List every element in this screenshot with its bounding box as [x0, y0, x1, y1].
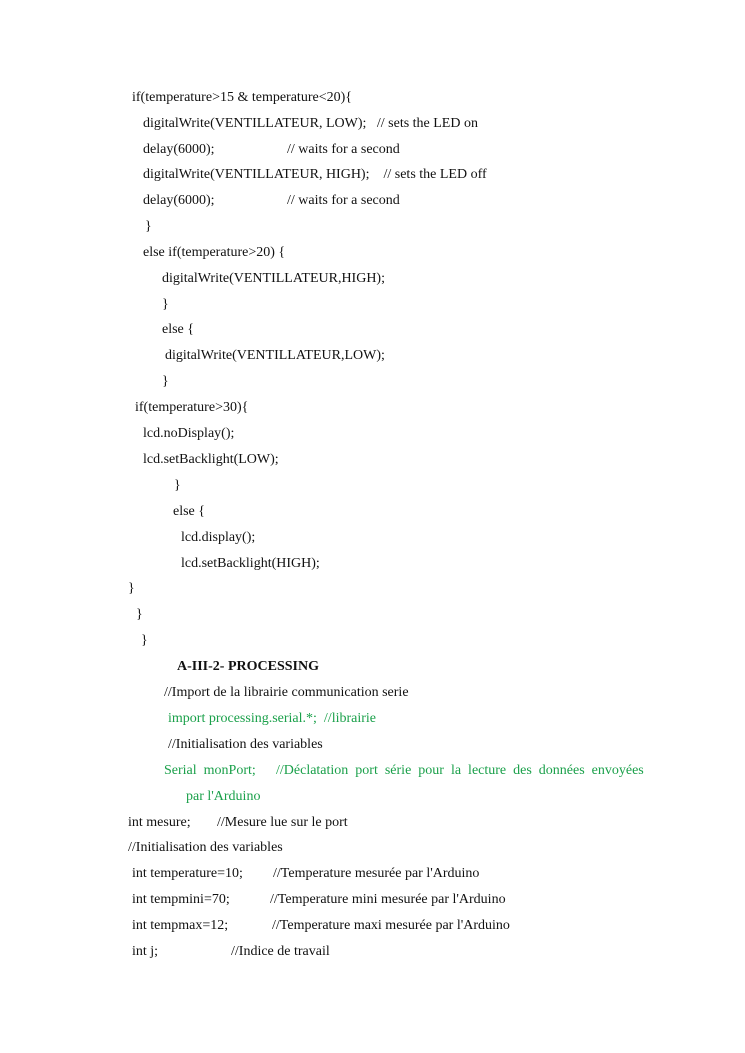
- code-line: else {: [162, 322, 194, 337]
- code-line: else if(temperature>20) {: [143, 245, 286, 260]
- code-comment: //Temperature mesurée par l'Arduino: [273, 866, 480, 881]
- code-line: if(temperature>30){: [135, 400, 249, 415]
- code-line: digitalWrite(VENTILLATEUR,LOW);: [165, 348, 385, 363]
- code-line: lcd.setBacklight(LOW);: [143, 452, 279, 467]
- code-line: }: [141, 633, 148, 648]
- code-line: delay(6000);: [143, 142, 215, 157]
- section-heading: A-III-2- PROCESSING: [177, 659, 319, 674]
- code-line: lcd.display();: [181, 530, 256, 545]
- code-comment: //Indice de travail: [231, 944, 330, 959]
- code-line: digitalWrite(VENTILLATEUR,HIGH);: [162, 271, 385, 286]
- code-line: int mesure;: [128, 815, 191, 830]
- code-comment: //Initialisation des variables: [128, 840, 283, 855]
- code-comment: par l'Arduino: [186, 789, 261, 804]
- code-comment: //Déclatation port série pour la lecture des données envoyées: [276, 763, 644, 778]
- code-line: else {: [173, 504, 205, 519]
- code-line: }: [162, 374, 169, 389]
- code-line: }: [128, 581, 135, 596]
- code-line: int tempmini=70;: [132, 892, 230, 907]
- code-line: }: [174, 478, 181, 493]
- code-line: int temperature=10;: [132, 866, 243, 881]
- code-line: }: [136, 607, 143, 622]
- code-comment: //Initialisation des variables: [168, 737, 323, 752]
- code-line: int tempmax=12;: [132, 918, 229, 933]
- code-comment: //Temperature mini mesurée par l'Arduino: [270, 892, 506, 907]
- code-line: }: [162, 297, 169, 312]
- code-comment: // waits for a second: [287, 142, 400, 157]
- code-line: if(temperature>15 & temperature<20){: [132, 90, 352, 105]
- code-line: import processing.serial.*; //librairie: [168, 711, 377, 726]
- code-line: digitalWrite(VENTILLATEUR, HIGH); // sets the LED off: [143, 167, 487, 182]
- code-line: lcd.setBacklight(HIGH);: [181, 556, 320, 571]
- code-comment: //Import de la librairie communication serie: [164, 685, 409, 700]
- code-line: digitalWrite(VENTILLATEUR, LOW); // sets the LED on: [143, 116, 478, 131]
- code-line: }: [145, 219, 152, 234]
- code-comment: //Temperature maxi mesurée par l'Arduino: [272, 918, 510, 933]
- code-comment: //Mesure lue sur le port: [217, 815, 348, 830]
- code-comment: // waits for a second: [287, 193, 400, 208]
- code-line: int j;: [132, 944, 159, 959]
- code-line: delay(6000);: [143, 193, 215, 208]
- code-line: lcd.noDisplay();: [143, 426, 235, 441]
- code-line: Serial monPort;: [164, 763, 256, 778]
